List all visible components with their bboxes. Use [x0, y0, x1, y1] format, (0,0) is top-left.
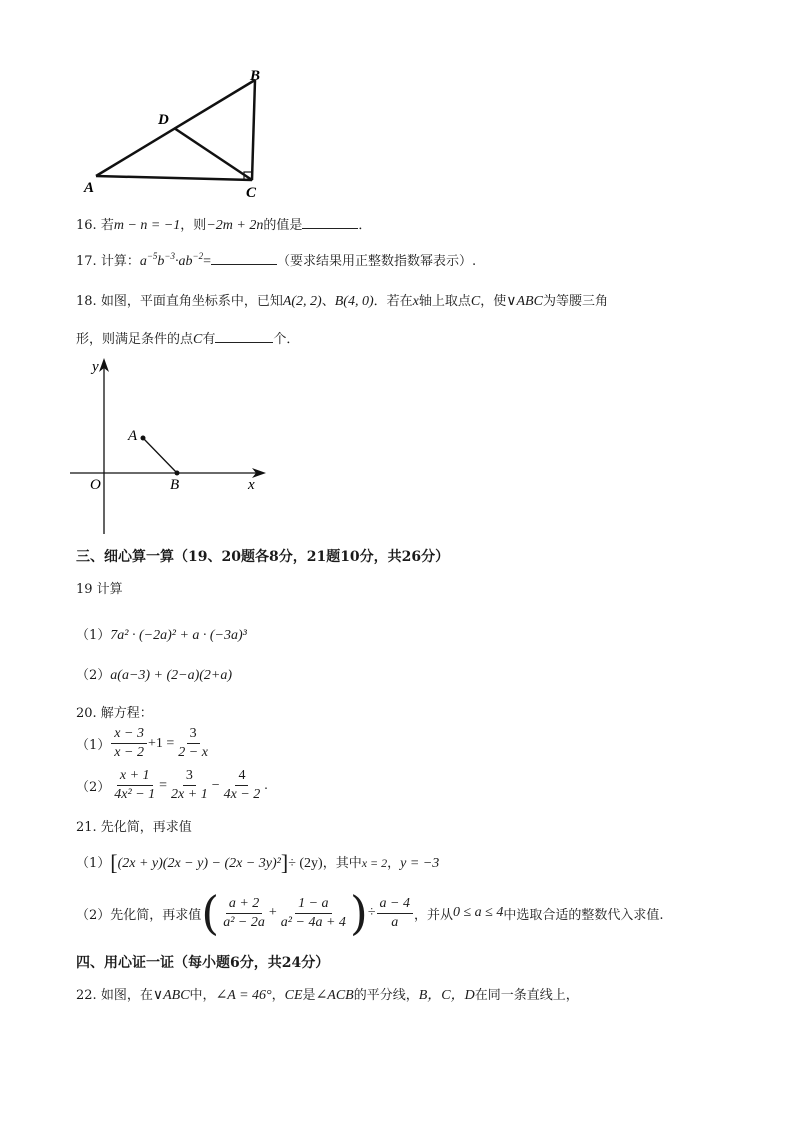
q18-end1: 为等腰三角: [542, 294, 608, 309]
q16-condition: m − n = −1: [113, 218, 181, 233]
q18-mid2: 轴上取点: [418, 294, 471, 309]
question-18-line1: [76, 290, 608, 310]
question-19-part1: [76, 624, 247, 644]
question-20-title: 20. 解方程：: [76, 706, 153, 721]
label-C: C: [246, 185, 257, 201]
q18-text: 如图，平面直角坐标系中，已知: [100, 294, 283, 309]
q20-p2-minus: −: [211, 777, 220, 793]
q19-p2-expression: a(a−3) + (2−a)(2+a): [110, 668, 233, 683]
q17-expression: $a^{-5}b^{-3}\cdot ab^{-2}=$: [139, 251, 211, 269]
label-B: B: [250, 68, 261, 84]
q16-end: ．: [358, 218, 372, 233]
q22-angle-A: ∠A = 46°: [215, 988, 272, 1003]
q18-point-B: B(4, 0): [334, 294, 374, 309]
q20-p1-mid: +1 =: [147, 735, 175, 751]
q22-number: 22.: [76, 988, 97, 1003]
q21-p2-plus: +: [268, 905, 277, 920]
q22-sep: ，: [271, 988, 285, 1003]
q20-p2-eq: =: [159, 777, 168, 793]
q17-number: 17.: [76, 254, 97, 269]
q20-p2-fraction2: $\frac{3}{2x + 1}$: [171, 768, 208, 802]
triangle-figure: [80, 62, 270, 202]
question-22: [76, 984, 579, 1004]
q22-pre: 如图，在: [100, 988, 153, 1003]
question-19-title: 19 计算: [76, 582, 123, 597]
q21-p1-expression: (2x + y)(2x − y) − (2x − 3y)²: [117, 856, 281, 871]
q18-mid3: ，使: [480, 294, 507, 309]
q18-line2a: 形，则满足条件的点: [76, 332, 194, 347]
q19-p2-label: （2）: [76, 668, 111, 683]
q22-triangle: ∨ABC: [152, 988, 190, 1003]
question-20-part2: [76, 768, 268, 803]
axis-y-label: y: [92, 359, 99, 375]
q21-p2-fraction1: $\frac{a + 2}{\text{a² − 2a}}$: [223, 895, 265, 930]
label-A: A: [84, 180, 95, 196]
q20-p2-fraction1: $\frac{x + 1}{\text{4x² − 1}}$: [114, 768, 156, 802]
q22-angle-acb: ∠ACB: [315, 988, 354, 1003]
q18-x: x: [412, 294, 419, 309]
q20-p1-fraction1: $\frac{x - 3}{x - 2}$: [111, 726, 147, 761]
section-4-heading: 四、用心证一证（每小题6分，共24分）: [76, 955, 330, 971]
q21-p1-x: x = 2: [361, 856, 388, 870]
q18-point-C2: C: [193, 332, 203, 347]
q21-p1-sep: ，: [387, 856, 401, 871]
q18-answer-blank[interactable]: [215, 330, 273, 343]
question-17: [76, 250, 476, 270]
q20-p2-end: .: [264, 777, 268, 793]
q18-line2c: 个．: [273, 332, 300, 347]
q16-number: 16.: [76, 218, 97, 233]
point-A-label: A: [128, 428, 138, 444]
q17-post: （要求结果用正整数指数幂表示）.: [276, 254, 477, 269]
question-20-part1: [76, 726, 212, 761]
label-D: D: [158, 112, 169, 128]
q18-mid: ．若在: [373, 294, 413, 309]
q22-mid3: 的平分线，: [353, 988, 419, 1003]
q17-pre: 计算：: [100, 254, 140, 269]
q18-point-A: A(2, 2): [282, 294, 322, 309]
q18-point-C: C: [470, 294, 481, 309]
q16-answer-blank[interactable]: [302, 216, 358, 229]
question-19-part2: [76, 664, 232, 684]
q21-p2-label: （2）先化简，再求值: [76, 907, 202, 923]
q22-points: B，C，D: [418, 988, 475, 1003]
coordinate-figure: [68, 352, 278, 538]
q20-p1-label: （1）: [76, 738, 111, 753]
point-B-label: B: [170, 477, 180, 493]
q22-mid: 中，: [189, 988, 216, 1003]
q21-p1-divisor: ÷ (2y): [288, 856, 323, 871]
q21-p2-fraction2: $\frac{1 - a}{\text{a² − 4a + 4}}$: [280, 895, 346, 930]
q19-p1-expression: 7a² · (−2a)² + a · (−3a)³: [110, 628, 247, 643]
q19-p1-label: （1）: [76, 628, 111, 643]
axis-x-label: x: [248, 477, 255, 493]
q18-number: 18.: [76, 294, 97, 309]
q22-mid2: 是: [302, 988, 316, 1003]
q22-end: 在同一条直线上，: [474, 988, 579, 1003]
q21-p1-where: ，其中: [322, 856, 362, 871]
q21-p1-y: y = −3: [400, 856, 440, 871]
q20-p2-label: （2）: [76, 780, 111, 795]
q16-pre: 若: [100, 218, 114, 233]
question-21-part1: （1）[(2x + y)(2x − y) − (2x − 3y)²]÷ (2y)，其中x = 2，y = −3: [76, 850, 440, 875]
q20-p1-fraction2: $\frac{3}{2 - x}$: [178, 726, 208, 760]
q21-p2-fraction3: $\frac{a - 4}{a}$: [377, 896, 413, 931]
question-21-title: 21. 先化简，再求值: [76, 820, 192, 835]
q16-mid: ，则: [180, 218, 207, 233]
q21-p2-div: ÷: [367, 905, 376, 920]
q20-p2-fraction3: $\frac{4}{4x - 2}$: [223, 768, 261, 802]
question-18-line2: [76, 328, 299, 348]
q21-p1-label: （1）: [76, 856, 111, 871]
q18-line2b: 有: [202, 332, 216, 347]
q18-sep: 、: [321, 294, 335, 309]
origin-label: O: [90, 477, 101, 493]
q18-triangle: ∨ABC: [506, 294, 543, 309]
q21-p2-tail1: ，并从: [413, 907, 453, 923]
q21-p2-range: 0 ≤ a ≤ 4: [453, 905, 504, 920]
q16-expression: −2m + 2n: [206, 218, 264, 233]
q22-ce: CE: [284, 988, 303, 1003]
q17-answer-blank[interactable]: [211, 252, 277, 265]
question-21-part2: （2）先化简，再求值 ( $\frac{a + 2}{\text{a² − 2a}}$ + $\frac{1 - a}{\text{a² − 4a + 4}}$ ) ÷ $\frac{a - 4}{a}$ ，并从 0 ≤ a ≤ 4 中选取合适的整数代入求值.: [76, 886, 664, 940]
section-3-heading: 三、细心算一算（19、20题各8分，21题10分，共26分）: [76, 549, 450, 565]
q21-p2-tail2: 中选取合适的整数代入求值.: [503, 907, 664, 923]
q16-post: 的值是: [263, 218, 303, 233]
question-16: [76, 214, 371, 234]
